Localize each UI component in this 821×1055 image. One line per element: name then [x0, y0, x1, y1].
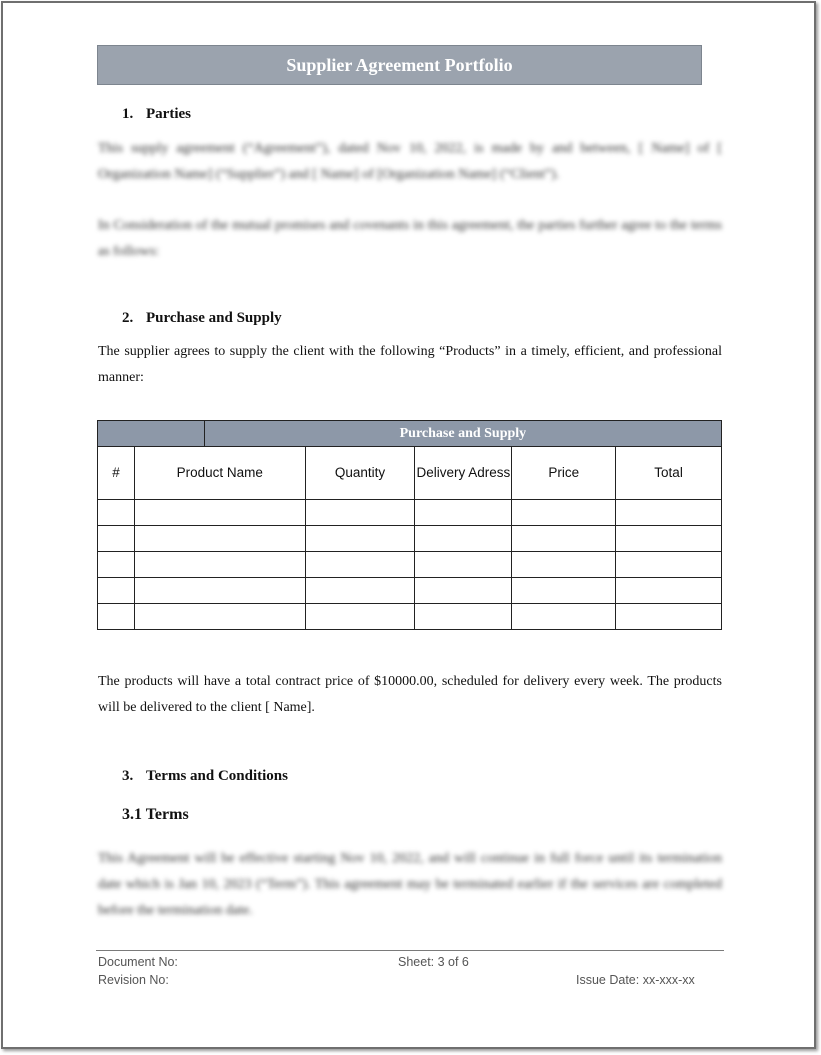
table-cell	[134, 500, 305, 526]
column-header-total: Total	[616, 447, 722, 500]
table-cell	[415, 552, 512, 578]
section-heading-terms	[122, 768, 288, 785]
section-title: Parties	[146, 106, 191, 122]
table-cell	[415, 604, 512, 630]
table-cell	[98, 578, 135, 604]
table-cell	[616, 500, 722, 526]
column-header-price: Price	[512, 447, 616, 500]
purchase-supply-table	[97, 420, 722, 630]
table-cell	[616, 526, 722, 552]
table-cell	[134, 578, 305, 604]
table-cell	[512, 578, 616, 604]
parties-paragraph-2: In Consideration of the mutual promises and covenants in this agreement, the parties further agree to the terms as follows:	[98, 218, 722, 259]
table-header-row	[98, 447, 722, 500]
sub-heading-terms: 3.1 Terms	[122, 806, 189, 823]
footer-sheet-number: Sheet: 3 of 6	[398, 955, 469, 969]
table-caption-blank-cell	[98, 421, 205, 447]
document-page	[1, 1, 816, 1049]
table-cell	[305, 552, 415, 578]
table-cell	[98, 526, 135, 552]
table-cell	[616, 604, 722, 630]
table-cell	[415, 500, 512, 526]
table-cell	[98, 604, 135, 630]
footer-issue-date: Issue Date: xx-xxx-xx	[576, 973, 695, 987]
table-row	[98, 604, 722, 630]
section-title: Purchase and Supply	[146, 310, 282, 326]
table-row	[98, 552, 722, 578]
footer-divider	[96, 950, 724, 951]
purchase-price-paragraph: The products will have a total contract price of $10000.00, scheduled for delivery every week. The products will be delivered to the client [ Name].	[98, 674, 722, 715]
section-title: Terms and Conditions	[146, 768, 288, 784]
table-row	[98, 578, 722, 604]
purchase-intro-paragraph: The supplier agrees to supply the client with the following “Products” in a timely, efficient, and professional manner:	[98, 344, 722, 385]
parties-paragraph-1: This supply agreement (“Agreement”), dated Nov 10, 2022, is made by and between, [ Name] of [ Organization Name] (“Supplier”) and [ Name] of [Organization Name] (“Client”).	[98, 141, 722, 182]
table-cell	[134, 604, 305, 630]
table-cell	[512, 526, 616, 552]
table-caption-row	[98, 421, 722, 447]
table-cell	[98, 500, 135, 526]
section-number: 2.	[122, 310, 134, 326]
column-header-number: #	[98, 447, 135, 500]
table-cell	[98, 552, 135, 578]
table-cell	[512, 604, 616, 630]
table-cell	[305, 526, 415, 552]
section-heading-purchase	[122, 310, 282, 327]
table-cell	[415, 526, 512, 552]
table-cell	[305, 604, 415, 630]
table-cell	[134, 526, 305, 552]
table-caption: Purchase and Supply	[204, 421, 721, 447]
section-heading-parties	[122, 106, 191, 123]
footer-document-no: Document No:	[98, 955, 178, 969]
table-cell	[616, 578, 722, 604]
table-cell	[512, 552, 616, 578]
column-header-product-name: Product Name	[134, 447, 305, 500]
table-row	[98, 500, 722, 526]
table-cell	[616, 552, 722, 578]
table-cell	[134, 552, 305, 578]
column-header-delivery-address: Delivery Adress	[415, 447, 512, 500]
table-cell	[415, 578, 512, 604]
document-title: Supplier Agreement Portfolio	[97, 45, 702, 85]
terms-paragraph: This Agreement will be effective starting Nov 10, 2022, and will continue in full force until its termination date which is Jan 10, 2023 (“Term”). This agreement may be terminated earlier if the services are completed before the termination date.	[98, 851, 722, 918]
footer-revision-no: Revision No:	[98, 973, 169, 987]
section-number: 3.	[122, 768, 134, 784]
section-number: 1.	[122, 106, 134, 122]
table-cell	[305, 500, 415, 526]
table-cell	[305, 578, 415, 604]
table-cell	[512, 500, 616, 526]
column-header-quantity: Quantity	[305, 447, 415, 500]
table-row	[98, 526, 722, 552]
